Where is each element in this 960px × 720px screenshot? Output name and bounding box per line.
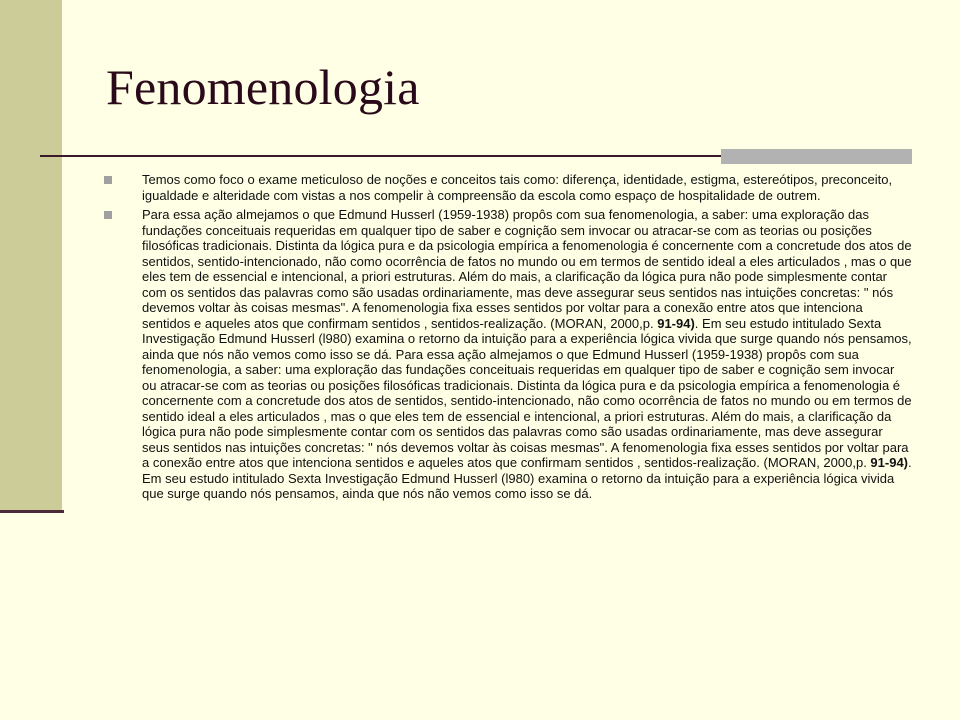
divider-accent-bar — [721, 149, 912, 164]
left-sidebar-band — [0, 0, 62, 512]
bullet-text-segment: Para essa ação almejamos o que Edmund Husserl (1959-1938) propôs com sua fenomenologia, a saber: uma exploração das fundações conceituais requeridas em qualquer tipo de saber e cognição sem invocar ou atracar-se com as teorias ou posições filosóficas tradicionais. Distinta da lógica pura e da psicologia empírica a fenomenologia é concernente com a concretude dos atos de sentidos, sentido-intencionado, não como ocorrência de fatos no mundo ou em termos de sentido ideal a eles articulados , mas o que eles tem de essencial e intencional, a priori estruturas. Além do mais, a clarificação da lógica pura não pode simplesmente contar com os sentidos das palavras como são usadas ordinariamente, mas deve assegurar seus sentidos nas intuições concretas: " nós devemos voltar às coisas mesmas". A fenomenologia fixa esses sentidos por voltar para a conexão entre atos que intenciona sentidos e aqueles atos que confirmam sentidos , sentidos-realização. (MORAN, 2000,p. — [142, 207, 912, 331]
citation-pages-bold: 91-94) — [657, 315, 695, 331]
bullet-text: Temos como foco o exame meticuloso de noções e conceitos tais como: diferença, identidade, estigma, estereótipos, preconceito, igualdade e alteridade com vistas a nos compelir à compreensão da escola como espaço de hospitalidade de outrem. — [142, 172, 893, 203]
bullet-text-segment: . Em seu estudo intitulado Sexta Investigação Edmund Husserl (l980) examina o retorno da intuição para a experiência lógica vivida que surge quando nós pensamos, ainda que nós não vemos como isso se dá. Para essa ação almejamos o que Edmund Husserl (1959-1938) propôs com sua fenomenologia, a saber: uma exploração das fundações conceituais requeridas em qualquer tipo de saber e cognição sem invocar ou atracar-se com as teorias ou posições filosóficas tradicionais. Distinta da lógica pura e da psicologia empírica a fenomenologia é concernente com a concretude dos atos de sentidos, sentido-intencionado, não como ocorrência de fatos no mundo ou em termos de sentido ideal a eles articulados , mas o que eles tem de essencial e intencional, a priori estruturas. Além do mais, a clarificação da lógica pura não pode simplesmente contar com os sentidos das palavras como são usadas ordinariamente, mas deve assegurar seus sentidos nas intuições concretas: " nós devemos voltar às coisas mesmas". A fenomenologia fixa esses sentidos por voltar para a conexão entre atos que intenciona sentidos e aqueles atos que confirmam sentidos , sentidos-realização. (MORAN, 2000,p. — [142, 315, 912, 470]
slide-title: Fenomenologia — [106, 59, 420, 115]
citation-pages-bold: 91-94) — [870, 455, 908, 470]
square-bullet-icon — [104, 176, 112, 184]
square-bullet-icon — [104, 211, 112, 219]
slide-body — [104, 172, 912, 506]
sidebar-bottom-edge — [0, 510, 64, 513]
bullet-text-segment: . Em seu estudo intitulado Sexta Investigação Edmund Husserl (l980) examina o retorno da intuição para a experiência lógica vivida que surge quando nós pensamos, ainda que nós não vemos como isso se dá. — [142, 455, 912, 501]
bullet-item — [104, 207, 912, 502]
bullet-text — [142, 207, 912, 502]
bullet-item — [104, 172, 912, 203]
